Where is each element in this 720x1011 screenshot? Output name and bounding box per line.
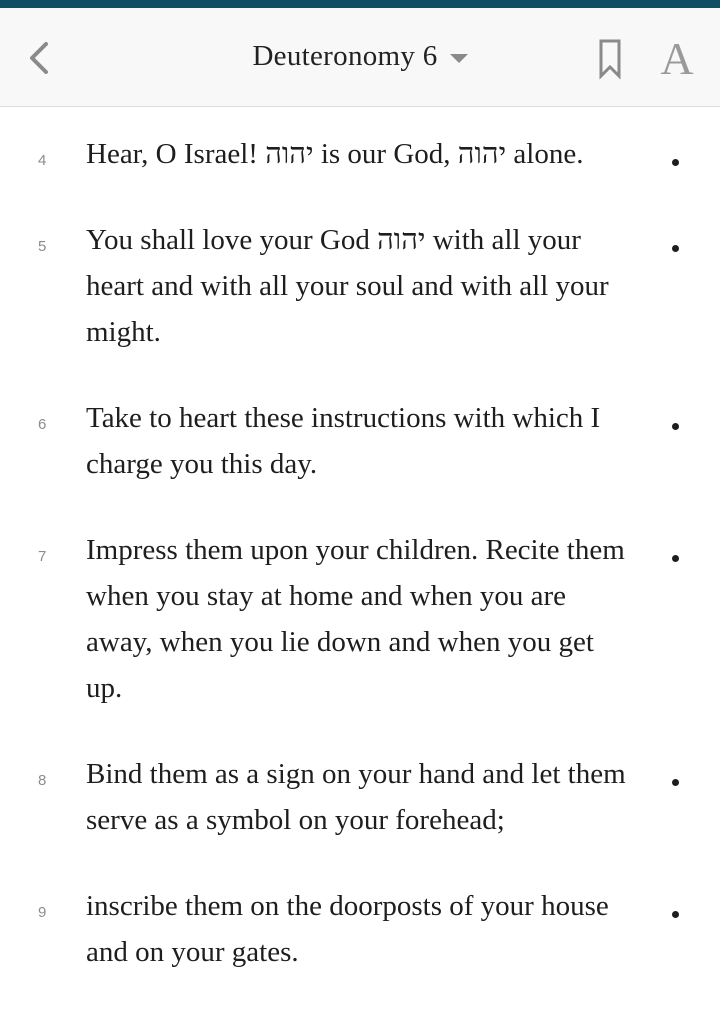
verse-number: 4 bbox=[38, 152, 47, 169]
verse-options-dot[interactable] bbox=[672, 779, 679, 786]
verse-text: Bind them as a sign on your hand and let them serve as a symbol on your forehead; bbox=[86, 758, 626, 836]
font-settings-button[interactable] bbox=[652, 30, 702, 86]
verse-number: 7 bbox=[38, 548, 47, 565]
bookmark-button[interactable] bbox=[592, 36, 628, 82]
verse-number: 5 bbox=[38, 238, 47, 255]
verse-options-dot[interactable] bbox=[672, 423, 679, 430]
verse-number: 6 bbox=[38, 416, 47, 433]
caret-down-icon bbox=[450, 54, 468, 63]
verse-text: inscribe them on the doorposts of your house and on your gates. bbox=[86, 890, 609, 968]
page-title: Deuteronomy 6 bbox=[252, 39, 438, 72]
status-strip bbox=[0, 0, 720, 8]
verse-options-dot[interactable] bbox=[672, 245, 679, 252]
verse-number: 8 bbox=[38, 772, 47, 789]
bookmark-icon bbox=[598, 38, 622, 80]
top-bar bbox=[0, 8, 720, 107]
verse-text: Hear, O Israel! יהוה is our God, יהוה alone. bbox=[86, 138, 584, 170]
verse-number: 9 bbox=[38, 904, 47, 921]
verse-options-dot[interactable] bbox=[672, 555, 679, 562]
verse-text: Impress them upon your children. Recite them when you stay at home and when you are away, when you lie down and when you get up. bbox=[86, 534, 625, 704]
verse-options-dot[interactable] bbox=[672, 159, 679, 166]
verse-text: Take to heart these instructions with which I charge you this day. bbox=[86, 402, 601, 480]
verse-options-dot[interactable] bbox=[672, 911, 679, 918]
font-size-icon: A bbox=[660, 32, 694, 84]
verse-text: You shall love your God יהוה with all your heart and with all your soul and with all your might. bbox=[86, 224, 609, 348]
